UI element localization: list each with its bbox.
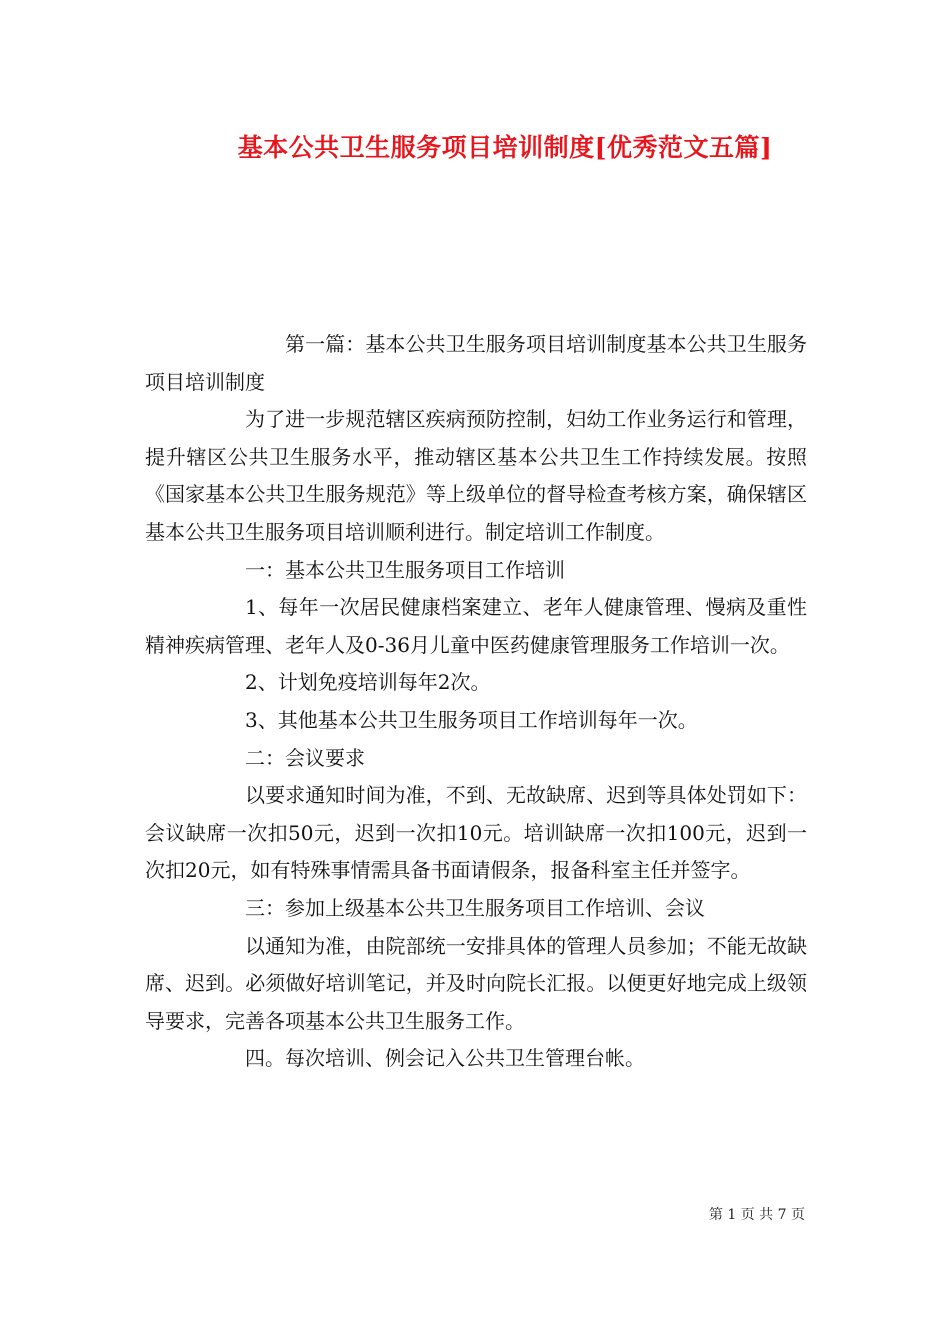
document-title: 基本公共卫生服务项目培训制度[优秀范文五篇] [237,133,773,162]
list-item-3: 3、其他基本公共卫生服务项目工作培训每年一次。 [245,707,698,732]
page-number: 第 1 页 共 7 页 [708,1207,805,1223]
section-heading-2: 二：会议要求 [245,745,365,770]
list-item-1: 1、每年一次居民健康档案建立、老年人健康管理、慢病及重性精神疾病管理、老年人及0-36月儿童中医药健康管理服务工作培训一次。 [145,595,807,657]
section-heading-4: 四。每次培训、例会记入公共卫生管理台帐。 [245,1046,645,1071]
list-item-2: 2、计划免疫培训每年2次。 [245,670,491,695]
paragraph-meeting-rules: 以要求通知时间为准，不到、无故缺席、迟到等具体处罚如下：会议缺席一次扣50元，迟到一次扣10元。培训缺席一次扣100元，迟到一次扣20元，如有特殊事情需具备书面请假条，报备科室主任并签字。 [145,783,807,883]
paragraph-chapter-heading: 第一篇：基本公共卫生服务项目培训制度基本公共卫生服务项目培训制度 [145,332,807,394]
paragraph-intro: 为了进一步规范辖区疾病预防控制，妇幼工作业务运行和管理，提升辖区公共卫生服务水平，推动辖区基本公共卫生工作持续发展。按照《国家基本公共卫生服务规范》等上级单位的督导检查考核方案，确保辖区基本公共卫生服务项目培训顺利进行。制定培训工作制度。 [145,407,807,544]
section-heading-3: 三：参加上级基本公共卫生服务项目工作培训、会议 [245,895,705,920]
paragraph-attendance: 以通知为准，由院部统一安排具体的管理人员参加；不能无故缺席、迟到。必须做好培训笔记，并及时向院长汇报。以便更好地完成上级领导要求，完善各项基本公共卫生服务工作。 [145,933,807,1033]
section-heading-1: 一：基本公共卫生服务项目工作培训 [245,557,565,582]
document-body [145,326,807,1078]
